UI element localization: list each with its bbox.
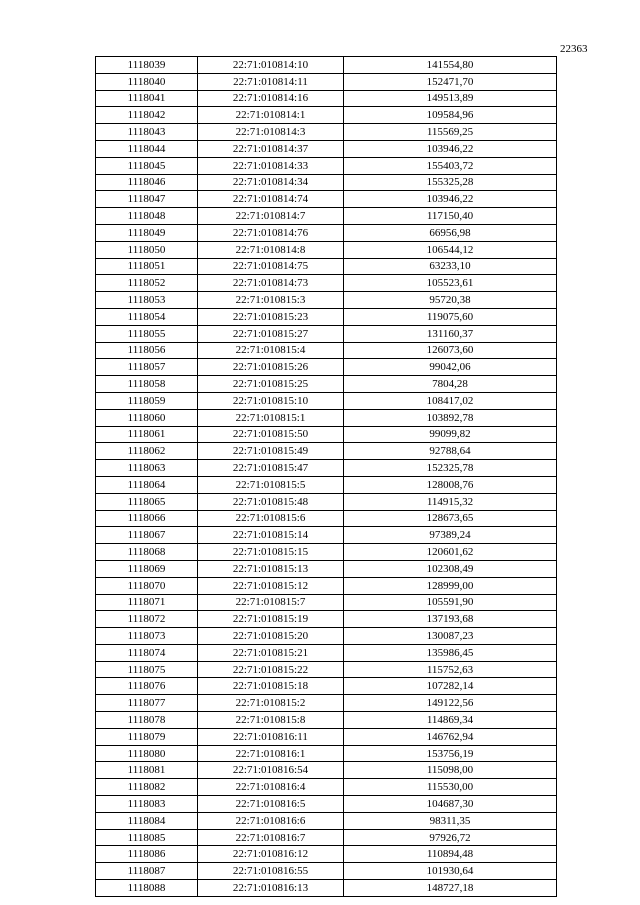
- cadastral-number-cell: 22:71:010814:1: [198, 107, 344, 124]
- cadastral-number-cell: 22:71:010814:10: [198, 57, 344, 74]
- table-row: [96, 695, 557, 712]
- cadastral-value-cell: 103946,22: [344, 140, 557, 157]
- cadastral-number-cell: 22:71:010816:11: [198, 728, 344, 745]
- cadastral-value-cell: 105591,90: [344, 594, 557, 611]
- cadastral-number-cell: 22:71:010815:5: [198, 476, 344, 493]
- table-row: [96, 342, 557, 359]
- table-row: [96, 728, 557, 745]
- cadastral-number-cell: 22:71:010815:6: [198, 510, 344, 527]
- cadastral-value-cell: 146762,94: [344, 728, 557, 745]
- table-row: [96, 493, 557, 510]
- table-row: [96, 628, 557, 645]
- table-row: [96, 241, 557, 258]
- table-row: [96, 745, 557, 762]
- table-row: [96, 140, 557, 157]
- cadastral-number-cell: 22:71:010815:49: [198, 443, 344, 460]
- record-id-cell: 1118052: [96, 275, 198, 292]
- cadastral-value-cell: 119075,60: [344, 308, 557, 325]
- cadastral-value-cell: 109584,96: [344, 107, 557, 124]
- record-id-cell: 1118086: [96, 846, 198, 863]
- record-id-cell: 1118059: [96, 392, 198, 409]
- table-row: [96, 762, 557, 779]
- cadastral-value-cell: 135986,45: [344, 644, 557, 661]
- record-id-cell: 1118077: [96, 695, 198, 712]
- record-id-cell: 1118055: [96, 325, 198, 342]
- cadastral-number-cell: 22:71:010814:75: [198, 258, 344, 275]
- table-row: [96, 544, 557, 561]
- record-id-cell: 1118082: [96, 779, 198, 796]
- record-id-cell: 1118040: [96, 73, 198, 90]
- cadastral-number-cell: 22:71:010815:7: [198, 594, 344, 611]
- table-row: [96, 678, 557, 695]
- table-row: [96, 224, 557, 241]
- record-id-cell: 1118080: [96, 745, 198, 762]
- cadastral-number-cell: 22:71:010816:12: [198, 846, 344, 863]
- record-id-cell: 1118061: [96, 426, 198, 443]
- table-row: [96, 174, 557, 191]
- cadastral-number-cell: 22:71:010816:7: [198, 829, 344, 846]
- cadastral-value-cell: 7804,28: [344, 376, 557, 393]
- record-id-cell: 1118073: [96, 628, 198, 645]
- record-id-cell: 1118045: [96, 157, 198, 174]
- cadastral-value-cell: 108417,02: [344, 392, 557, 409]
- cadastral-number-cell: 22:71:010814:11: [198, 73, 344, 90]
- cadastral-value-cell: 155403,72: [344, 157, 557, 174]
- cadastral-number-cell: 22:71:010815:13: [198, 560, 344, 577]
- record-id-cell: 1118064: [96, 476, 198, 493]
- record-id-cell: 1118057: [96, 359, 198, 376]
- record-id-cell: 1118054: [96, 308, 198, 325]
- table-row: [96, 426, 557, 443]
- record-id-cell: 1118056: [96, 342, 198, 359]
- cadastral-number-cell: 22:71:010814:8: [198, 241, 344, 258]
- cadastral-value-cell: 128673,65: [344, 510, 557, 527]
- cadastral-value-cell: 115098,00: [344, 762, 557, 779]
- cadastral-number-cell: 22:71:010814:34: [198, 174, 344, 191]
- table-row: [96, 779, 557, 796]
- table-row: [96, 191, 557, 208]
- table-row: [96, 594, 557, 611]
- cadastral-value-cell: 99042,06: [344, 359, 557, 376]
- cadastral-value-cell: 128999,00: [344, 577, 557, 594]
- cadastral-value-cell: 98311,35: [344, 812, 557, 829]
- cadastral-number-cell: 22:71:010815:20: [198, 628, 344, 645]
- table-row: [96, 644, 557, 661]
- table-row: [96, 275, 557, 292]
- table-row: [96, 510, 557, 527]
- cadastral-number-cell: 22:71:010814:76: [198, 224, 344, 241]
- cadastral-number-cell: 22:71:010815:14: [198, 527, 344, 544]
- cadastral-number-cell: 22:71:010816:1: [198, 745, 344, 762]
- cadastral-number-cell: 22:71:010816:6: [198, 812, 344, 829]
- table-row: [96, 409, 557, 426]
- cadastral-number-cell: 22:71:010814:37: [198, 140, 344, 157]
- cadastral-number-cell: 22:71:010815:10: [198, 392, 344, 409]
- record-id-cell: 1118069: [96, 560, 198, 577]
- record-id-cell: 1118078: [96, 712, 198, 729]
- cadastral-value-cell: 149122,56: [344, 695, 557, 712]
- cadastral-value-cell: 149513,89: [344, 90, 557, 107]
- cadastral-number-cell: 22:71:010815:12: [198, 577, 344, 594]
- cadastral-number-cell: 22:71:010816:5: [198, 796, 344, 813]
- cadastral-value-cell: 110894,48: [344, 846, 557, 863]
- cadastral-value-cell: 66956,98: [344, 224, 557, 241]
- record-id-cell: 1118067: [96, 527, 198, 544]
- cadastral-number-cell: 22:71:010815:47: [198, 460, 344, 477]
- cadastral-value-cell: 130087,23: [344, 628, 557, 645]
- cadastral-value-cell: 104687,30: [344, 796, 557, 813]
- record-id-cell: 1118081: [96, 762, 198, 779]
- cadastral-number-cell: 22:71:010814:3: [198, 124, 344, 141]
- record-id-cell: 1118070: [96, 577, 198, 594]
- cadastral-value-cell: 101930,64: [344, 863, 557, 880]
- cadastral-number-cell: 22:71:010815:27: [198, 325, 344, 342]
- record-id-cell: 1118051: [96, 258, 198, 275]
- record-id-cell: 1118083: [96, 796, 198, 813]
- cadastral-value-cell: 152325,78: [344, 460, 557, 477]
- cadastral-value-cell: 97389,24: [344, 527, 557, 544]
- cadastral-value-cell: 105523,61: [344, 275, 557, 292]
- table-row: [96, 258, 557, 275]
- cadastral-value-cell: 103892,78: [344, 409, 557, 426]
- cadastral-number-cell: 22:71:010816:55: [198, 863, 344, 880]
- table-row: [96, 107, 557, 124]
- table-row: [96, 208, 557, 225]
- cadastral-number-cell: 22:71:010816:13: [198, 880, 344, 897]
- cadastral-number-cell: 22:71:010815:1: [198, 409, 344, 426]
- table-row: [96, 376, 557, 393]
- record-id-cell: 1118042: [96, 107, 198, 124]
- table-row: [96, 392, 557, 409]
- table-row: [96, 292, 557, 309]
- table-row: [96, 124, 557, 141]
- table-row: [96, 157, 557, 174]
- cadastral-value-cell: 126073,60: [344, 342, 557, 359]
- record-id-cell: 1118074: [96, 644, 198, 661]
- record-id-cell: 1118066: [96, 510, 198, 527]
- cadastral-number-cell: 22:71:010815:50: [198, 426, 344, 443]
- table-row: [96, 880, 557, 897]
- record-id-cell: 1118043: [96, 124, 198, 141]
- table-row: [96, 527, 557, 544]
- cadastral-value-cell: 120601,62: [344, 544, 557, 561]
- cadastral-value-cell: 115752,63: [344, 661, 557, 678]
- table-row: [96, 460, 557, 477]
- record-id-cell: 1118085: [96, 829, 198, 846]
- cadastral-value-cell: 95720,38: [344, 292, 557, 309]
- record-id-cell: 1118058: [96, 376, 198, 393]
- cadastral-value-cell: 103946,22: [344, 191, 557, 208]
- record-id-cell: 1118079: [96, 728, 198, 745]
- record-id-cell: 1118068: [96, 544, 198, 561]
- cadastral-number-cell: 22:71:010814:16: [198, 90, 344, 107]
- record-id-cell: 1118044: [96, 140, 198, 157]
- cadastral-value-cell: 128008,76: [344, 476, 557, 493]
- cadastral-value-cell: 141554,80: [344, 57, 557, 74]
- record-id-cell: 1118062: [96, 443, 198, 460]
- cadastral-number-cell: 22:71:010814:73: [198, 275, 344, 292]
- cadastral-number-cell: 22:71:010815:48: [198, 493, 344, 510]
- registry-table-body: [96, 57, 557, 897]
- cadastral-value-cell: 114915,32: [344, 493, 557, 510]
- page-number: 22363: [560, 43, 588, 55]
- table-row: [96, 57, 557, 74]
- record-id-cell: 1118046: [96, 174, 198, 191]
- table-row: [96, 577, 557, 594]
- record-id-cell: 1118084: [96, 812, 198, 829]
- cadastral-value-cell: 114869,34: [344, 712, 557, 729]
- cadastral-number-cell: 22:71:010814:74: [198, 191, 344, 208]
- cadastral-number-cell: 22:71:010815:23: [198, 308, 344, 325]
- cadastral-value-cell: 155325,28: [344, 174, 557, 191]
- table-row: [96, 325, 557, 342]
- cadastral-number-cell: 22:71:010815:22: [198, 661, 344, 678]
- table-row: [96, 359, 557, 376]
- table-row: [96, 712, 557, 729]
- table-row: [96, 443, 557, 460]
- cadastral-number-cell: 22:71:010815:25: [198, 376, 344, 393]
- cadastral-value-cell: 115530,00: [344, 779, 557, 796]
- record-id-cell: 1118072: [96, 611, 198, 628]
- record-id-cell: 1118049: [96, 224, 198, 241]
- table-row: [96, 73, 557, 90]
- cadastral-value-cell: 131160,37: [344, 325, 557, 342]
- record-id-cell: 1118071: [96, 594, 198, 611]
- record-id-cell: 1118087: [96, 863, 198, 880]
- cadastral-value-cell: 63233,10: [344, 258, 557, 275]
- record-id-cell: 1118048: [96, 208, 198, 225]
- record-id-cell: 1118041: [96, 90, 198, 107]
- cadastral-value-cell: 102308,49: [344, 560, 557, 577]
- table-row: [96, 476, 557, 493]
- record-id-cell: 1118075: [96, 661, 198, 678]
- record-id-cell: 1118039: [96, 57, 198, 74]
- record-id-cell: 1118076: [96, 678, 198, 695]
- table-row: [96, 90, 557, 107]
- cadastral-number-cell: 22:71:010815:4: [198, 342, 344, 359]
- registry-table: [95, 56, 557, 897]
- cadastral-value-cell: 99099,82: [344, 426, 557, 443]
- record-id-cell: 1118088: [96, 880, 198, 897]
- table-row: [96, 611, 557, 628]
- cadastral-value-cell: 97926,72: [344, 829, 557, 846]
- cadastral-number-cell: 22:71:010814:33: [198, 157, 344, 174]
- table-row: [96, 846, 557, 863]
- table-row: [96, 308, 557, 325]
- table-row: [96, 863, 557, 880]
- cadastral-number-cell: 22:71:010815:15: [198, 544, 344, 561]
- table-row: [96, 560, 557, 577]
- record-id-cell: 1118053: [96, 292, 198, 309]
- cadastral-number-cell: 22:71:010815:18: [198, 678, 344, 695]
- cadastral-value-cell: 152471,70: [344, 73, 557, 90]
- record-id-cell: 1118047: [96, 191, 198, 208]
- cadastral-value-cell: 106544,12: [344, 241, 557, 258]
- table-row: [96, 812, 557, 829]
- cadastral-value-cell: 137193,68: [344, 611, 557, 628]
- record-id-cell: 1118065: [96, 493, 198, 510]
- cadastral-value-cell: 153756,19: [344, 745, 557, 762]
- cadastral-number-cell: 22:71:010815:21: [198, 644, 344, 661]
- record-id-cell: 1118060: [96, 409, 198, 426]
- cadastral-value-cell: 115569,25: [344, 124, 557, 141]
- cadastral-number-cell: 22:71:010815:3: [198, 292, 344, 309]
- cadastral-number-cell: 22:71:010815:8: [198, 712, 344, 729]
- cadastral-value-cell: 107282,14: [344, 678, 557, 695]
- cadastral-number-cell: 22:71:010815:26: [198, 359, 344, 376]
- table-row: [96, 796, 557, 813]
- record-id-cell: 1118063: [96, 460, 198, 477]
- cadastral-number-cell: 22:71:010816:4: [198, 779, 344, 796]
- record-id-cell: 1118050: [96, 241, 198, 258]
- table-row: [96, 829, 557, 846]
- table-row: [96, 661, 557, 678]
- cadastral-number-cell: 22:71:010815:19: [198, 611, 344, 628]
- cadastral-number-cell: 22:71:010814:7: [198, 208, 344, 225]
- cadastral-value-cell: 117150,40: [344, 208, 557, 225]
- cadastral-value-cell: 148727,18: [344, 880, 557, 897]
- cadastral-value-cell: 92788,64: [344, 443, 557, 460]
- cadastral-number-cell: 22:71:010815:2: [198, 695, 344, 712]
- cadastral-number-cell: 22:71:010816:54: [198, 762, 344, 779]
